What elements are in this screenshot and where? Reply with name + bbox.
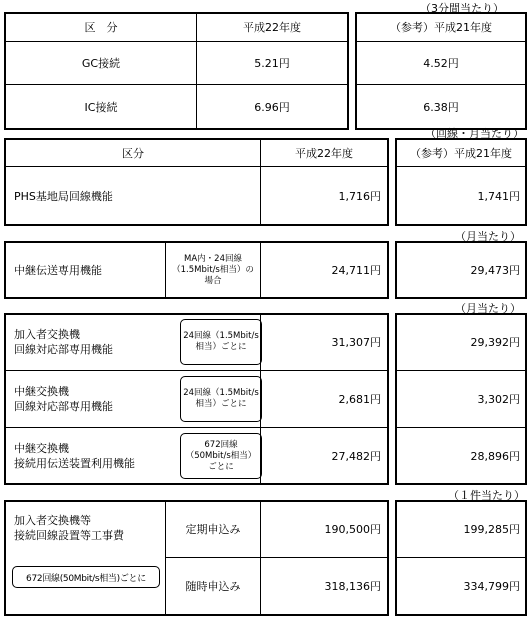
t4-row2-label-line1: 中継交換機: [14, 385, 69, 398]
t2-head-category: 区分: [122, 146, 144, 160]
t4-row2-note: 24回線（1.5Mbit/s相当）ごとに: [183, 388, 259, 409]
t1-head-h21: （参考）平成21年度: [390, 21, 492, 34]
t1-head-category: 区 分: [84, 21, 118, 34]
t4-row1-label-line2: 回線対応部専用機能: [14, 343, 113, 356]
t5-row2-h22: 318,136円: [324, 580, 381, 593]
t5-unit: （１件当たり）: [448, 489, 525, 502]
t5-label: [6, 508, 165, 548]
t1-unit: （3分間当たり）: [420, 2, 504, 15]
t5-row2-h21: 334,799円: [463, 580, 520, 593]
t5-row1-h22: 190,500円: [324, 523, 381, 536]
t1-head-h22: 平成22年度: [243, 21, 301, 34]
t1-row-ic-h22: 6.96円: [254, 100, 290, 114]
t3-unit: （月当たり）: [455, 230, 521, 243]
t2-head-h22: 平成22年度: [295, 146, 353, 160]
t4-row3-label-line2: 接続用伝送装置利用機能: [14, 457, 135, 470]
t2-row-h21: 1,741円: [477, 189, 520, 203]
t4-row2-h22: 2,681円: [338, 393, 381, 406]
t4-row3-label-line1: 中継交換機: [14, 442, 69, 455]
t4-row3-label: [6, 428, 176, 484]
t3-row-label: 中継伝送専用機能: [14, 264, 102, 277]
t1-row-gc-label: GC接続: [81, 57, 121, 70]
t4-row1-h22: 31,307円: [331, 336, 381, 349]
t2-unit: （回線・月当たり）: [425, 127, 524, 140]
t4-row2-label-line2: 回線対応部専用機能: [14, 400, 113, 413]
t3-row-h22: 24,711円: [331, 264, 381, 277]
t1-row-ic-h21: 6.38円: [423, 100, 459, 114]
t2-row-h22: 1,716円: [338, 189, 381, 203]
t1-row-ic-label: IC接続: [84, 100, 118, 114]
t5-row1-h21: 199,285円: [463, 523, 520, 536]
t4-row3-h22: 27,482円: [331, 450, 381, 463]
t4-row2-label: [6, 371, 166, 427]
t2-head-h21: （参考）平成21年度: [410, 146, 512, 160]
t5-row2-type: 随時申込み: [185, 580, 241, 593]
t2-row-label: PHS基地局回線機能: [14, 189, 113, 203]
t4-row3-h21: 28,896円: [470, 450, 520, 463]
t5-note: 672回線(50Mbit/s相当)ごとに: [26, 573, 146, 584]
t5-label-line1: 加入者交換機等: [14, 514, 91, 527]
t4-row3-note: 672回線（50Mbit/s相当）ごとに: [185, 439, 257, 472]
t4-unit: （月当たり）: [455, 302, 521, 315]
t4-row1-label-line1: 加入者交換機: [14, 328, 80, 341]
t4-row1-h21: 29,392円: [470, 336, 520, 349]
t4-row1-note: 24回線（1.5Mbit/s相当）ごとに: [183, 331, 259, 352]
t5-row1-type: 定期申込み: [185, 523, 241, 536]
t4-row2-h21: 3,302円: [477, 393, 520, 406]
t5-label-line2: 接続回線設置等工事費: [14, 529, 124, 542]
t1-row-gc-h22: 5.21円: [254, 57, 290, 70]
t3-row-note: MA内・24回線（1.5Mbit/s相当）の場合: [172, 253, 254, 286]
t1-row-gc-h21: 4.52円: [423, 57, 459, 70]
t4-row1-label: [6, 314, 166, 370]
t3-row-h21: 29,473円: [470, 264, 520, 277]
